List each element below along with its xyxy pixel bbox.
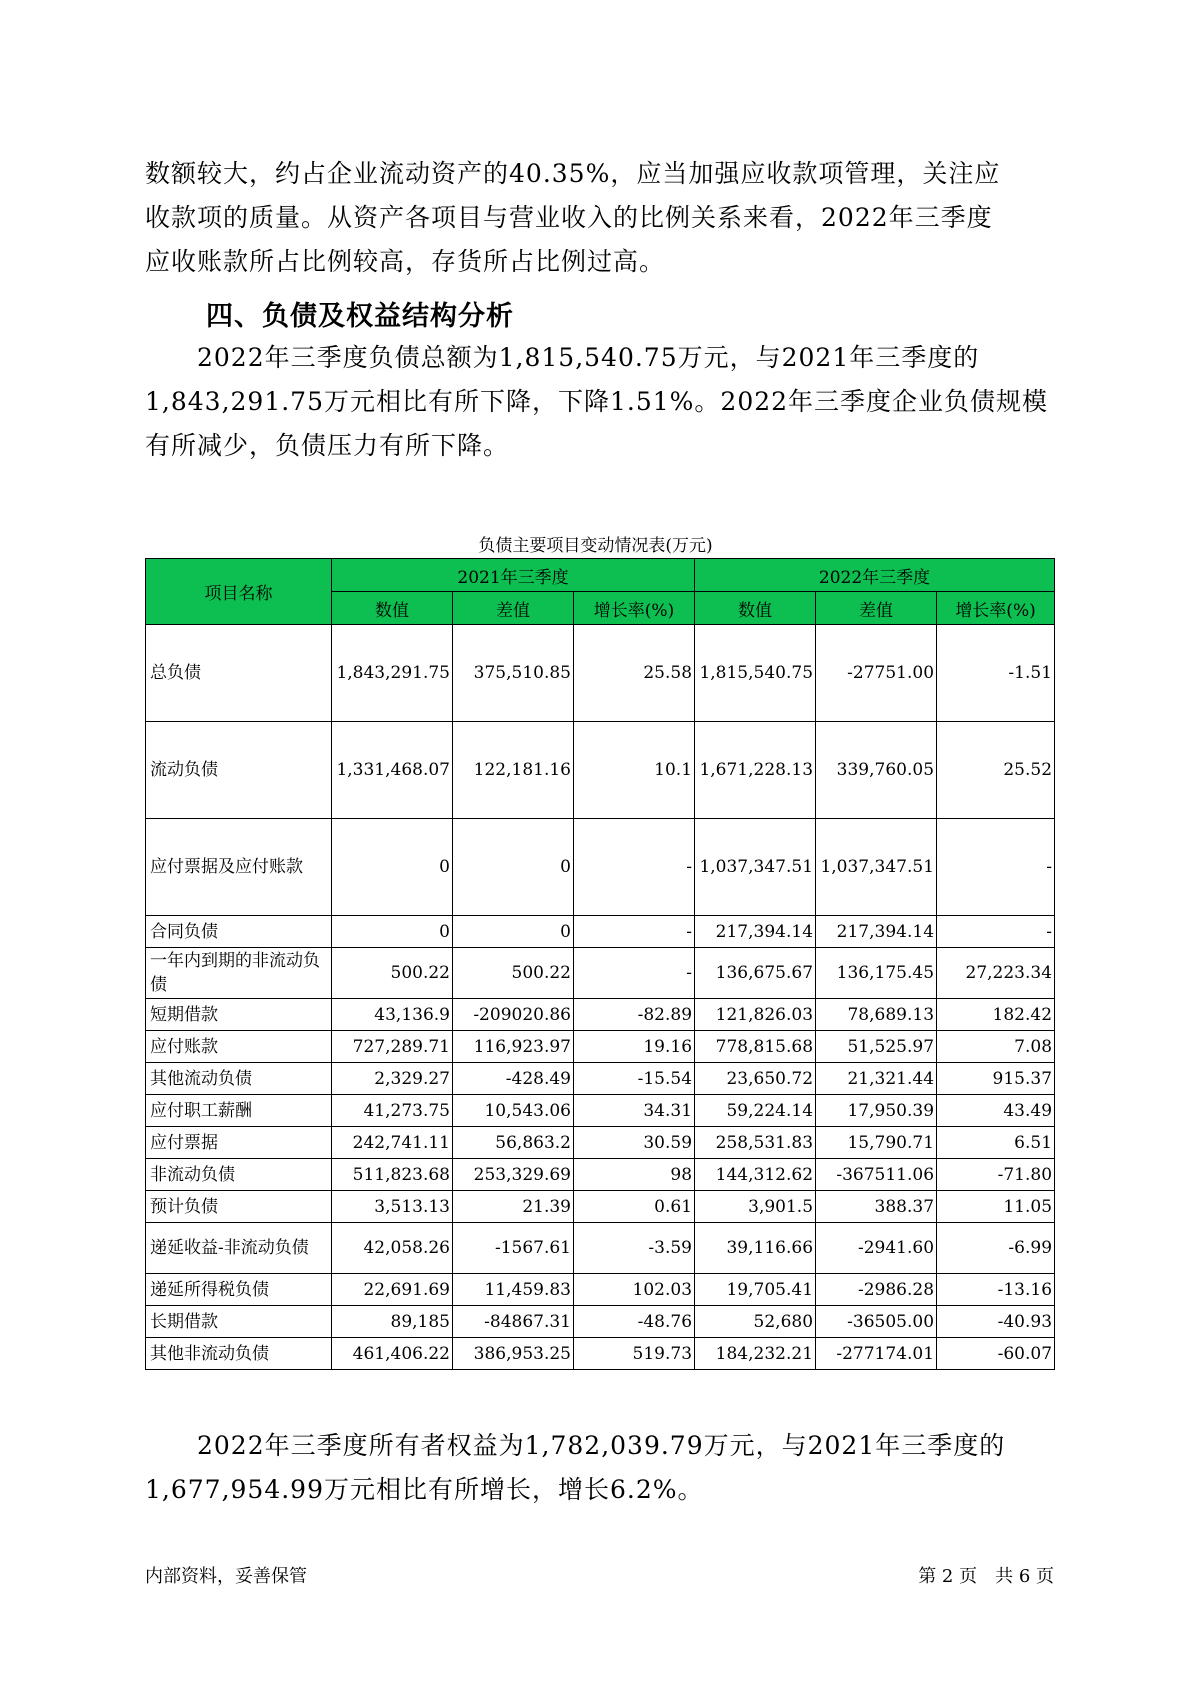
liability-paragraph bbox=[145, 336, 1050, 468]
liability-line: 1,843,291.75万元相比有所下降，下降1.51%。2022年三季度企业负债规模 bbox=[145, 387, 1049, 416]
cell-value: 1,671,228.13 bbox=[695, 722, 816, 819]
cell-value: 19,705.41 bbox=[695, 1274, 816, 1306]
cell-diff: 56,863.2 bbox=[453, 1127, 574, 1159]
cell-diff: -2941.60 bbox=[816, 1223, 937, 1274]
header-period-2022: 2022年三季度 bbox=[695, 559, 1055, 592]
cell-value: 258,531.83 bbox=[695, 1127, 816, 1159]
cell-item: 流动负债 bbox=[146, 722, 332, 819]
cell-value: 727,289.71 bbox=[332, 1031, 453, 1063]
table-row bbox=[146, 999, 1055, 1031]
header-diff: 差值 bbox=[816, 592, 937, 625]
cell-growth: 182.42 bbox=[937, 999, 1055, 1031]
cell-value: 217,394.14 bbox=[695, 916, 816, 948]
equity-paragraph bbox=[145, 1424, 1050, 1512]
section-heading: 四、负债及权益结构分析 bbox=[206, 301, 514, 332]
cell-growth: - bbox=[574, 916, 695, 948]
cell-item: 合同负债 bbox=[146, 916, 332, 948]
cell-value: 2,329.27 bbox=[332, 1063, 453, 1095]
cell-item: 预计负债 bbox=[146, 1191, 332, 1223]
cell-growth: 19.16 bbox=[574, 1031, 695, 1063]
table-row bbox=[146, 916, 1055, 948]
cell-item: 其他流动负债 bbox=[146, 1063, 332, 1095]
cell-item: 递延所得税负债 bbox=[146, 1274, 332, 1306]
table-row bbox=[146, 722, 1055, 819]
cell-value: 22,691.69 bbox=[332, 1274, 453, 1306]
cell-growth: -3.59 bbox=[574, 1223, 695, 1274]
cell-value: 1,037,347.51 bbox=[695, 819, 816, 916]
header-growth: 增长率(%) bbox=[574, 592, 695, 625]
cell-item: 应付票据 bbox=[146, 1127, 332, 1159]
cell-item: 应付票据及应付账款 bbox=[146, 819, 332, 916]
cell-diff: 51,525.97 bbox=[816, 1031, 937, 1063]
table-row bbox=[146, 1274, 1055, 1306]
cell-diff: 375,510.85 bbox=[453, 625, 574, 722]
footer-page-number: 第 2 页 共 6 页 bbox=[918, 1566, 1054, 1587]
cell-diff: -27751.00 bbox=[816, 625, 937, 722]
table-row bbox=[146, 1063, 1055, 1095]
intro-line: 应收账款所占比例较高，存货所占比例过高。 bbox=[145, 247, 666, 276]
cell-growth: -40.93 bbox=[937, 1306, 1055, 1338]
cell-item: 递延收益-非流动负债 bbox=[146, 1223, 332, 1274]
intro-paragraph bbox=[145, 152, 1050, 284]
cell-growth: - bbox=[574, 819, 695, 916]
liability-line: 有所减少，负债压力有所下降。 bbox=[145, 431, 510, 460]
cell-diff: 388.37 bbox=[816, 1191, 937, 1223]
cell-value: 42,058.26 bbox=[332, 1223, 453, 1274]
cell-diff: 122,181.16 bbox=[453, 722, 574, 819]
cell-diff: 0 bbox=[453, 819, 574, 916]
cell-growth: 915.37 bbox=[937, 1063, 1055, 1095]
cell-value: 144,312.62 bbox=[695, 1159, 816, 1191]
table-row bbox=[146, 1127, 1055, 1159]
header-growth: 增长率(%) bbox=[937, 592, 1055, 625]
table-row bbox=[146, 1306, 1055, 1338]
cell-growth: 43.49 bbox=[937, 1095, 1055, 1127]
cell-growth: -60.07 bbox=[937, 1338, 1055, 1370]
cell-diff: -277174.01 bbox=[816, 1338, 937, 1370]
table-row bbox=[146, 1338, 1055, 1370]
liability-line: 2022年三季度负债总额为1,815,540.75万元，与2021年三季度的 bbox=[145, 343, 980, 372]
cell-growth: 34.31 bbox=[574, 1095, 695, 1127]
cell-value: 41,273.75 bbox=[332, 1095, 453, 1127]
cell-diff: -2986.28 bbox=[816, 1274, 937, 1306]
header-item-name: 项目名称 bbox=[146, 559, 332, 625]
cell-diff: 11,459.83 bbox=[453, 1274, 574, 1306]
cell-growth: -1.51 bbox=[937, 625, 1055, 722]
table-row bbox=[146, 948, 1055, 999]
footer-confidential-note: 内部资料，妥善保管 bbox=[145, 1566, 307, 1587]
cell-value: 242,741.11 bbox=[332, 1127, 453, 1159]
cell-value: 121,826.03 bbox=[695, 999, 816, 1031]
cell-diff: 78,689.13 bbox=[816, 999, 937, 1031]
cell-growth: 30.59 bbox=[574, 1127, 695, 1159]
cell-value: 0 bbox=[332, 916, 453, 948]
liability-table bbox=[145, 558, 1055, 1370]
table-row bbox=[146, 1223, 1055, 1274]
cell-diff: 500.22 bbox=[453, 948, 574, 999]
header-value: 数值 bbox=[695, 592, 816, 625]
cell-diff: -84867.31 bbox=[453, 1306, 574, 1338]
cell-value: 500.22 bbox=[332, 948, 453, 999]
cell-diff: 253,329.69 bbox=[453, 1159, 574, 1191]
cell-diff: -36505.00 bbox=[816, 1306, 937, 1338]
cell-growth: 0.61 bbox=[574, 1191, 695, 1223]
cell-value: 23,650.72 bbox=[695, 1063, 816, 1095]
cell-growth: -71.80 bbox=[937, 1159, 1055, 1191]
cell-diff: 136,175.45 bbox=[816, 948, 937, 999]
cell-diff: 15,790.71 bbox=[816, 1127, 937, 1159]
table-row bbox=[146, 625, 1055, 722]
table-row bbox=[146, 1031, 1055, 1063]
cell-diff: 217,394.14 bbox=[816, 916, 937, 948]
cell-value: 3,513.13 bbox=[332, 1191, 453, 1223]
cell-growth: 102.03 bbox=[574, 1274, 695, 1306]
cell-value: 39,116.66 bbox=[695, 1223, 816, 1274]
cell-item: 总负债 bbox=[146, 625, 332, 722]
cell-value: 136,675.67 bbox=[695, 948, 816, 999]
cell-item: 其他非流动负债 bbox=[146, 1338, 332, 1370]
cell-growth: 519.73 bbox=[574, 1338, 695, 1370]
cell-value: 778,815.68 bbox=[695, 1031, 816, 1063]
cell-growth: 6.51 bbox=[937, 1127, 1055, 1159]
cell-value: 461,406.22 bbox=[332, 1338, 453, 1370]
cell-value: 52,680 bbox=[695, 1306, 816, 1338]
cell-growth: 25.52 bbox=[937, 722, 1055, 819]
cell-value: 1,331,468.07 bbox=[332, 722, 453, 819]
cell-value: 184,232.21 bbox=[695, 1338, 816, 1370]
header-diff: 差值 bbox=[453, 592, 574, 625]
header-value: 数值 bbox=[332, 592, 453, 625]
cell-growth: 10.1 bbox=[574, 722, 695, 819]
cell-value: 1,843,291.75 bbox=[332, 625, 453, 722]
cell-diff: 339,760.05 bbox=[816, 722, 937, 819]
cell-diff: -428.49 bbox=[453, 1063, 574, 1095]
cell-growth: 7.08 bbox=[937, 1031, 1055, 1063]
cell-growth: -82.89 bbox=[574, 999, 695, 1031]
cell-item: 非流动负债 bbox=[146, 1159, 332, 1191]
cell-diff: 17,950.39 bbox=[816, 1095, 937, 1127]
cell-growth: -13.16 bbox=[937, 1274, 1055, 1306]
intro-line: 收款项的质量。从资产各项目与营业收入的比例关系来看，2022年三季度 bbox=[145, 203, 993, 232]
cell-diff: -1567.61 bbox=[453, 1223, 574, 1274]
cell-growth: 27,223.34 bbox=[937, 948, 1055, 999]
cell-growth: 98 bbox=[574, 1159, 695, 1191]
cell-growth: - bbox=[937, 916, 1055, 948]
cell-value: 3,901.5 bbox=[695, 1191, 816, 1223]
table-row bbox=[146, 1191, 1055, 1223]
cell-diff: 0 bbox=[453, 916, 574, 948]
cell-growth: -15.54 bbox=[574, 1063, 695, 1095]
intro-line: 数额较大，约占企业流动资产的40.35%，应当加强应收款项管理，关注应 bbox=[145, 159, 1001, 188]
cell-diff: 21.39 bbox=[453, 1191, 574, 1223]
cell-value: 89,185 bbox=[332, 1306, 453, 1338]
cell-item: 短期借款 bbox=[146, 999, 332, 1031]
equity-line: 2022年三季度所有者权益为1,782,039.79万元，与2021年三季度的 bbox=[145, 1431, 1006, 1460]
cell-value: 43,136.9 bbox=[332, 999, 453, 1031]
cell-item: 应付职工薪酬 bbox=[146, 1095, 332, 1127]
cell-diff: -367511.06 bbox=[816, 1159, 937, 1191]
equity-line: 1,677,954.99万元相比有所增长，增长6.2%。 bbox=[145, 1475, 704, 1504]
cell-diff: 116,923.97 bbox=[453, 1031, 574, 1063]
cell-value: 59,224.14 bbox=[695, 1095, 816, 1127]
cell-value: 1,815,540.75 bbox=[695, 625, 816, 722]
cell-diff: 1,037,347.51 bbox=[816, 819, 937, 916]
cell-diff: 386,953.25 bbox=[453, 1338, 574, 1370]
cell-growth: 25.58 bbox=[574, 625, 695, 722]
cell-diff: 10,543.06 bbox=[453, 1095, 574, 1127]
table-row bbox=[146, 1159, 1055, 1191]
table-row bbox=[146, 819, 1055, 916]
cell-item: 长期借款 bbox=[146, 1306, 332, 1338]
cell-item: 一年内到期的非流动负债 bbox=[146, 948, 332, 999]
cell-diff: -209020.86 bbox=[453, 999, 574, 1031]
cell-item: 应付账款 bbox=[146, 1031, 332, 1063]
cell-growth: -6.99 bbox=[937, 1223, 1055, 1274]
cell-growth: - bbox=[937, 819, 1055, 916]
cell-value: 0 bbox=[332, 819, 453, 916]
cell-diff: 21,321.44 bbox=[816, 1063, 937, 1095]
cell-growth: 11.05 bbox=[937, 1191, 1055, 1223]
cell-value: 511,823.68 bbox=[332, 1159, 453, 1191]
table-row bbox=[146, 1095, 1055, 1127]
header-period-2021: 2021年三季度 bbox=[332, 559, 695, 592]
cell-growth: -48.76 bbox=[574, 1306, 695, 1338]
cell-growth: - bbox=[574, 948, 695, 999]
table-caption: 负债主要项目变动情况表(万元) bbox=[478, 536, 713, 556]
